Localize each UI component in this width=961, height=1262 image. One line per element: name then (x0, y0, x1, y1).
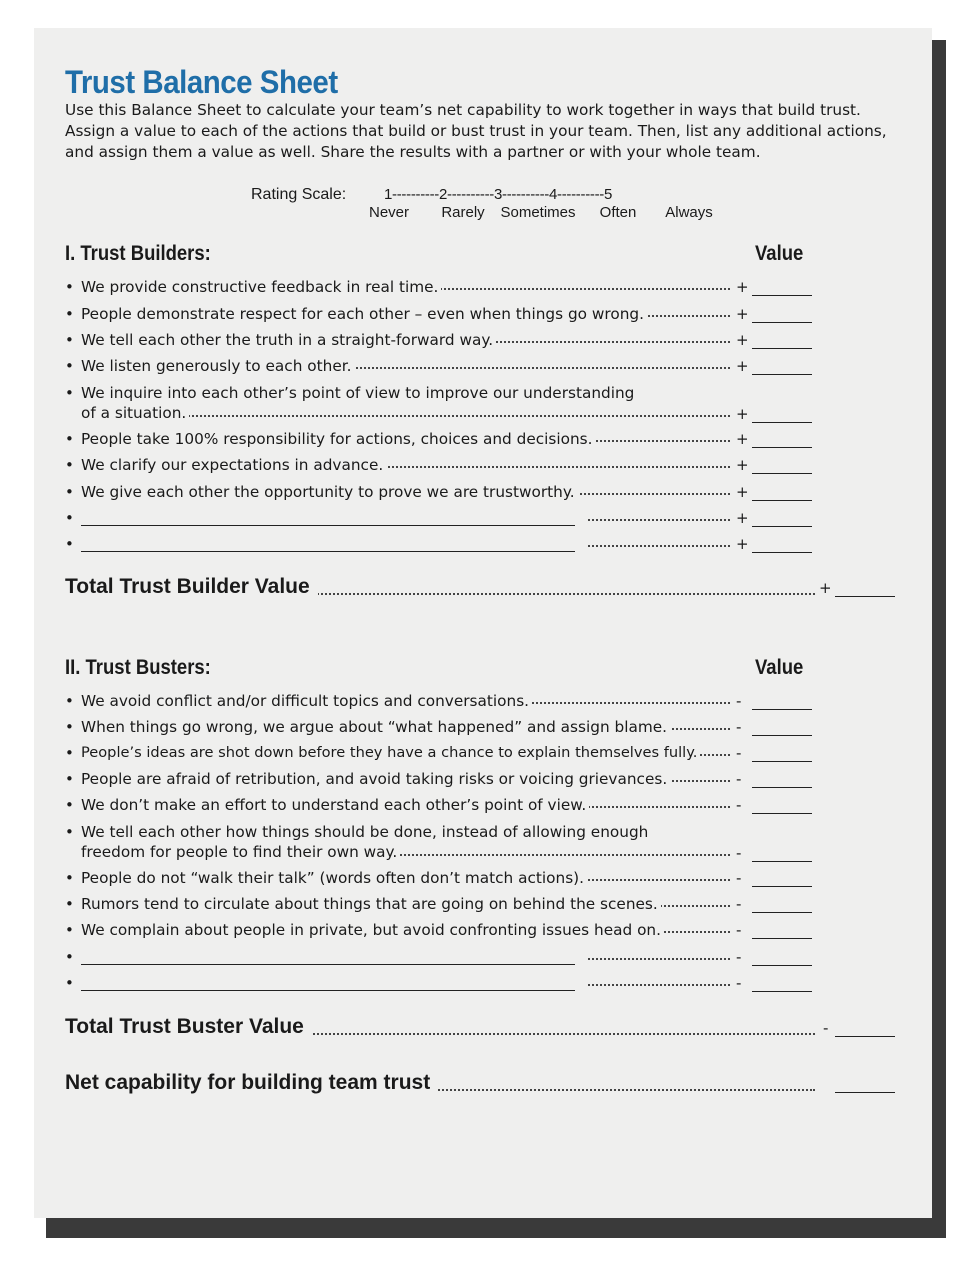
builder-blank-item (65, 535, 815, 557)
plus-sign: + (736, 331, 749, 349)
plus-sign: + (736, 456, 749, 474)
value-field[interactable] (752, 473, 812, 474)
buster-item (65, 796, 815, 818)
bullet: • (65, 895, 74, 913)
buster-text: People’s ideas are shot down before they have a chance to explain themselves fully. (81, 744, 700, 761)
total-buster-row (65, 1015, 897, 1043)
page-title: Trust Balance Sheet (65, 64, 338, 100)
plus-sign: + (736, 509, 749, 527)
busters-heading: II. Trust Busters: (65, 656, 211, 679)
minus-sign: - (736, 869, 742, 887)
bullet: • (65, 305, 74, 323)
value-field[interactable] (752, 787, 812, 788)
total-builder-field[interactable] (835, 596, 895, 597)
bullet: • (65, 974, 74, 992)
builders-heading: I. Trust Builders: (65, 242, 211, 265)
rating-always: Always (665, 204, 713, 221)
intro-paragraph: Use this Balance Sheet to calculate your team’s net capability to work together in ways that build trust. Assign a value to each of the actions that build or bust trust in your team. Then, list any additional actions, and assign them a value as well. Share the results with a partner or with your whole team. (65, 101, 887, 161)
rating-sometimes: Sometimes (500, 204, 576, 221)
custom-action-field[interactable] (81, 964, 575, 965)
value-field[interactable] (752, 422, 812, 423)
leader-dots (265, 593, 815, 595)
net-capability-label: Net capability for building team trust (65, 1071, 438, 1095)
value-field[interactable] (752, 813, 812, 814)
total-buster-label: Total Trust Buster Value (65, 1015, 312, 1039)
plus-sign: + (736, 357, 749, 375)
bullet: • (65, 948, 74, 966)
busters-value-heading: Value (755, 656, 804, 679)
value-field[interactable] (752, 348, 812, 349)
minus-sign: - (736, 770, 742, 788)
builder-item (65, 483, 815, 505)
buster-item (65, 692, 815, 714)
custom-action-field[interactable] (81, 525, 575, 526)
bullet: • (65, 509, 74, 527)
value-field[interactable] (752, 938, 812, 939)
plus-sign: + (736, 405, 749, 423)
buster-text: People do not “walk their talk” (words often don’t match actions). (81, 869, 587, 887)
bullet: • (65, 430, 74, 448)
buster-item (65, 921, 815, 943)
net-capability-row (65, 1071, 897, 1099)
buster-item (65, 869, 815, 891)
builder-item (65, 384, 815, 428)
rating-often: Often (599, 204, 637, 221)
value-field[interactable] (752, 965, 812, 966)
value-field[interactable] (752, 447, 812, 448)
minus-sign: - (736, 948, 742, 966)
minus-sign: - (736, 921, 742, 939)
builder-item (65, 278, 815, 300)
minus-sign: - (736, 692, 742, 710)
plus-sign: + (736, 535, 749, 553)
buster-item (65, 718, 815, 740)
buster-text: We complain about people in private, but avoid confronting issues head on. (81, 921, 664, 939)
builder-item (65, 357, 815, 379)
total-buster-field[interactable] (835, 1036, 895, 1037)
buster-blank-item (65, 974, 815, 996)
builders-value-heading: Value (755, 242, 804, 265)
bullet: • (65, 718, 74, 736)
bullet: • (65, 692, 74, 710)
bullet: • (65, 384, 74, 402)
builder-text: We clarify our expectations in advance. (81, 456, 386, 474)
buster-text: People are afraid of retribution, and avoid taking risks or voicing grievances. (81, 770, 670, 788)
builder-text: We give each other the opportunity to prove we are trustworthy. (81, 483, 578, 501)
value-field[interactable] (752, 322, 812, 323)
bullet: • (65, 483, 74, 501)
buster-text-continued: freedom for people to find their own way. (81, 843, 400, 861)
value-field[interactable] (752, 526, 812, 527)
buster-text: We tell each other how things should be done, instead of allowing enough (81, 823, 651, 841)
bullet: • (65, 770, 74, 788)
builder-text-continued: of a situation. (81, 404, 189, 422)
bullet: • (65, 535, 74, 553)
value-field[interactable] (752, 912, 812, 913)
builder-item (65, 331, 815, 353)
plus-sign: + (819, 579, 832, 597)
minus-sign: - (736, 796, 742, 814)
value-field[interactable] (752, 709, 812, 710)
builder-text: We provide constructive feedback in real time. (81, 278, 441, 296)
buster-item (65, 770, 815, 792)
minus-sign: - (736, 974, 742, 992)
builder-item (65, 456, 815, 478)
value-field[interactable] (752, 374, 812, 375)
bullet: • (65, 869, 74, 887)
bullet: • (65, 357, 74, 375)
value-field[interactable] (752, 500, 812, 501)
balance-sheet-page (34, 28, 932, 1218)
leader-dots (395, 1089, 815, 1091)
buster-text: Rumors tend to circulate about things that are going on behind the scenes. (81, 895, 661, 913)
builder-text: We listen generously to each other. (81, 357, 355, 375)
rating-rarely: Rarely (441, 204, 485, 221)
value-field[interactable] (752, 861, 812, 862)
leader-dots (265, 1033, 815, 1035)
builder-text: We tell each other the truth in a straight-forward way. (81, 331, 496, 349)
value-field[interactable] (752, 991, 812, 992)
plus-sign: + (736, 278, 749, 296)
buster-text: When things go wrong, we argue about “what happened” and assign blame. (81, 718, 670, 736)
buster-text: We avoid conflict and/or difficult topics and conversations. (81, 692, 532, 710)
bullet: • (65, 921, 74, 939)
minus-sign: - (736, 718, 742, 736)
value-field[interactable] (752, 735, 812, 736)
rating-scale-line: 1----------2----------3----------4----------5 (384, 186, 613, 203)
total-builder-label: Total Trust Builder Value (65, 575, 318, 599)
plus-sign: + (736, 483, 749, 501)
bullet: • (65, 331, 74, 349)
buster-item (65, 895, 815, 917)
minus-sign: - (736, 844, 742, 862)
plus-sign: + (736, 305, 749, 323)
buster-item (65, 823, 815, 867)
rating-never: Never (368, 204, 410, 221)
bullet: • (65, 456, 74, 474)
buster-text: We don’t make an effort to understand each other’s point of view. (81, 796, 589, 814)
value-field[interactable] (752, 295, 812, 296)
builder-blank-item (65, 509, 815, 531)
builder-text: We inquire into each other’s point of view to improve our understanding (81, 384, 637, 402)
buster-blank-item (65, 948, 815, 970)
builder-text: People take 100% responsibility for actions, choices and decisions. (81, 430, 596, 448)
plus-sign: + (736, 430, 749, 448)
minus-sign: - (736, 744, 742, 762)
bullet: • (65, 796, 74, 814)
value-field[interactable] (752, 552, 812, 553)
value-field[interactable] (752, 886, 812, 887)
bullet: • (65, 823, 74, 841)
custom-action-field[interactable] (81, 990, 575, 991)
net-capability-field[interactable] (835, 1092, 895, 1093)
total-builder-row (65, 575, 897, 603)
builder-item (65, 305, 815, 327)
custom-action-field[interactable] (81, 551, 575, 552)
rating-scale-label: Rating Scale: (251, 186, 347, 203)
builder-item (65, 430, 815, 452)
buster-item (65, 744, 815, 766)
minus-sign: - (736, 895, 742, 913)
bullet: • (65, 278, 74, 296)
value-field[interactable] (752, 761, 812, 762)
bullet: • (65, 744, 74, 762)
minus-sign: - (823, 1019, 829, 1037)
builder-text: People demonstrate respect for each other – even when things go wrong. (81, 305, 647, 323)
